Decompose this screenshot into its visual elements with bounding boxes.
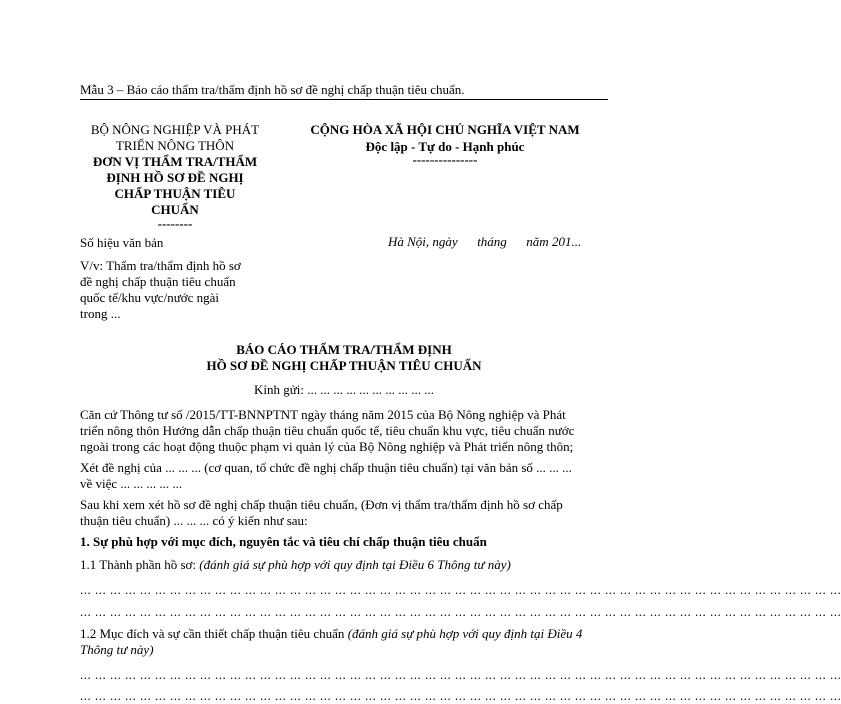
unit-line: CHẤP THUẬN TIÊU	[114, 186, 236, 201]
document-number: Số hiệu văn bản	[80, 235, 164, 250]
report-title-line1: BÁO CÁO THẨM TRA/THẨM ĐỊNH	[236, 342, 452, 357]
place-date: Hà Nội, ngày tháng năm 201...	[388, 234, 582, 249]
unit-name	[80, 154, 270, 230]
item-1-1	[80, 557, 511, 573]
subject-line: V/v: Thẩm tra/thẩm định hồ sơ	[80, 258, 241, 273]
paragraph-basis	[80, 407, 574, 455]
unit-line: ĐỊNH HỒ SƠ ĐỀ NGHỊ	[106, 170, 244, 185]
leader-line: ... ... ... ... ... ... ... ... ... ... ... ... ... ... ... ... ... ... ... ... ... ... ... ... ... ... ... ... ... ... ... ... ... ... ... ... ... ... ... ... ... ... ... ... ... ... ... ... ... ... ...	[80, 688, 841, 703]
nation-name: CỘNG HÒA XÃ HỘI CHỦ NGHĨA VIỆT NAM	[310, 122, 580, 137]
unit-line: CHUẨN	[151, 202, 199, 217]
paragraph-line: Căn cứ Thông tư số /2015/TT-BNNPTNT ngày tháng năm 2015 của Bộ Nông nghiệp và Phát	[80, 407, 566, 422]
leader-line: ... ... ... ... ... ... ... ... ... ... ... ... ... ... ... ... ... ... ... ... ... ... ... ... ... ... ... ... ... ... ... ... ... ... ... ... ... ... ... ... ... ... ... ... ... ... ... ... ... ... ...	[80, 582, 841, 597]
paragraph-opinion	[80, 497, 563, 529]
section1-heading: 1. Sự phù hợp với mục đích, nguyên tắc và tiêu chí chấp thuận tiêu chuẩn	[80, 534, 487, 549]
left-separator: --------	[157, 216, 193, 231]
paragraph-line: thuận tiêu chuẩn) ... ... ... có ý kiến như sau:	[80, 513, 308, 528]
leader-line: ... ... ... ... ... ... ... ... ... ... ... ... ... ... ... ... ... ... ... ... ... ... ... ... ... ... ... ... ... ... ... ... ... ... ... ... ... ... ... ... ... ... ... ... ... ... ... ... ... ... ...	[80, 604, 841, 619]
subject-line: trong ...	[80, 306, 121, 321]
paragraph-line: về việc ... ... ... ... ...	[80, 476, 183, 491]
item-1-2-label: 1.2 Mục đích và sự cần thiết chấp thuận tiêu chuẩn	[80, 626, 348, 641]
paragraph-line: ngoài trong các hoạt động thuộc phạm vi quản lý của Bộ Nông nghiệp và Phát triển nông thôn;	[80, 439, 574, 454]
item-1-1-note: (đánh giá sự phù hợp với quy định tại Điều 6 Thông tư này)	[199, 557, 511, 572]
paragraph-line: Xét đề nghị của ... ... ... (cơ quan, tổ chức đề nghị chấp thuận tiêu chuẩn) tại văn bản số ... ... ...	[80, 460, 572, 475]
paragraph-line: triển nông thôn Hướng dẫn chấp thuận tiêu chuẩn quốc tế, tiêu chuẩn khu vực, tiêu chuẩn nước	[80, 423, 575, 438]
ministry-line: BỘ NÔNG NGHIỆP VÀ PHÁT	[90, 122, 260, 137]
item-1-1-label: 1.1 Thành phần hồ sơ:	[80, 557, 200, 572]
subject-line: quốc tế/khu vực/nước ngài	[80, 290, 220, 305]
leader-line: ... ... ... ... ... ... ... ... ... ... ... ... ... ... ... ... ... ... ... ... ... ... ... ... ... ... ... ... ... ... ... ... ... ... ... ... ... ... ... ... ... ... ... ... ... ... ... ... ... ... ...	[80, 667, 841, 682]
form-title: Mẫu 3 – Báo cáo thẩm tra/thẩm định hồ sơ đề nghị chấp thuận tiêu chuẩn.	[80, 82, 465, 97]
unit-line: ĐƠN VỊ THẨM TRA/THẨM	[92, 154, 258, 169]
subject	[80, 258, 241, 322]
ministry-line: TRIỂN NÔNG THÔN	[115, 138, 235, 153]
report-title-line2: HỒ SƠ ĐỀ NGHỊ CHẤP THUẬN TIÊU CHUẨN	[206, 358, 482, 373]
item-1-2	[80, 626, 582, 642]
subject-line: đề nghị chấp thuận tiêu chuẩn	[80, 274, 236, 289]
motto: Độc lập - Tự do - Hạnh phúc	[365, 139, 525, 154]
item-1-2-note: (đánh giá sự phù hợp với quy định tại Điều 4	[347, 626, 583, 641]
top-divider	[80, 99, 608, 100]
paragraph-line: Sau khi xem xét hồ sơ đề nghị chấp thuận tiêu chuẩn, (Đơn vị thẩm tra/thẩm định hồ sơ chấp	[80, 497, 563, 512]
ministry-name	[80, 122, 270, 154]
recipient: Kính gửi: ... ... ... ... ... ... ... ... ... ...	[253, 382, 435, 397]
item-1-2-note-cont: Thông tư này)	[80, 642, 154, 657]
right-separator: ---------------	[412, 152, 478, 167]
paragraph-request	[80, 460, 572, 492]
